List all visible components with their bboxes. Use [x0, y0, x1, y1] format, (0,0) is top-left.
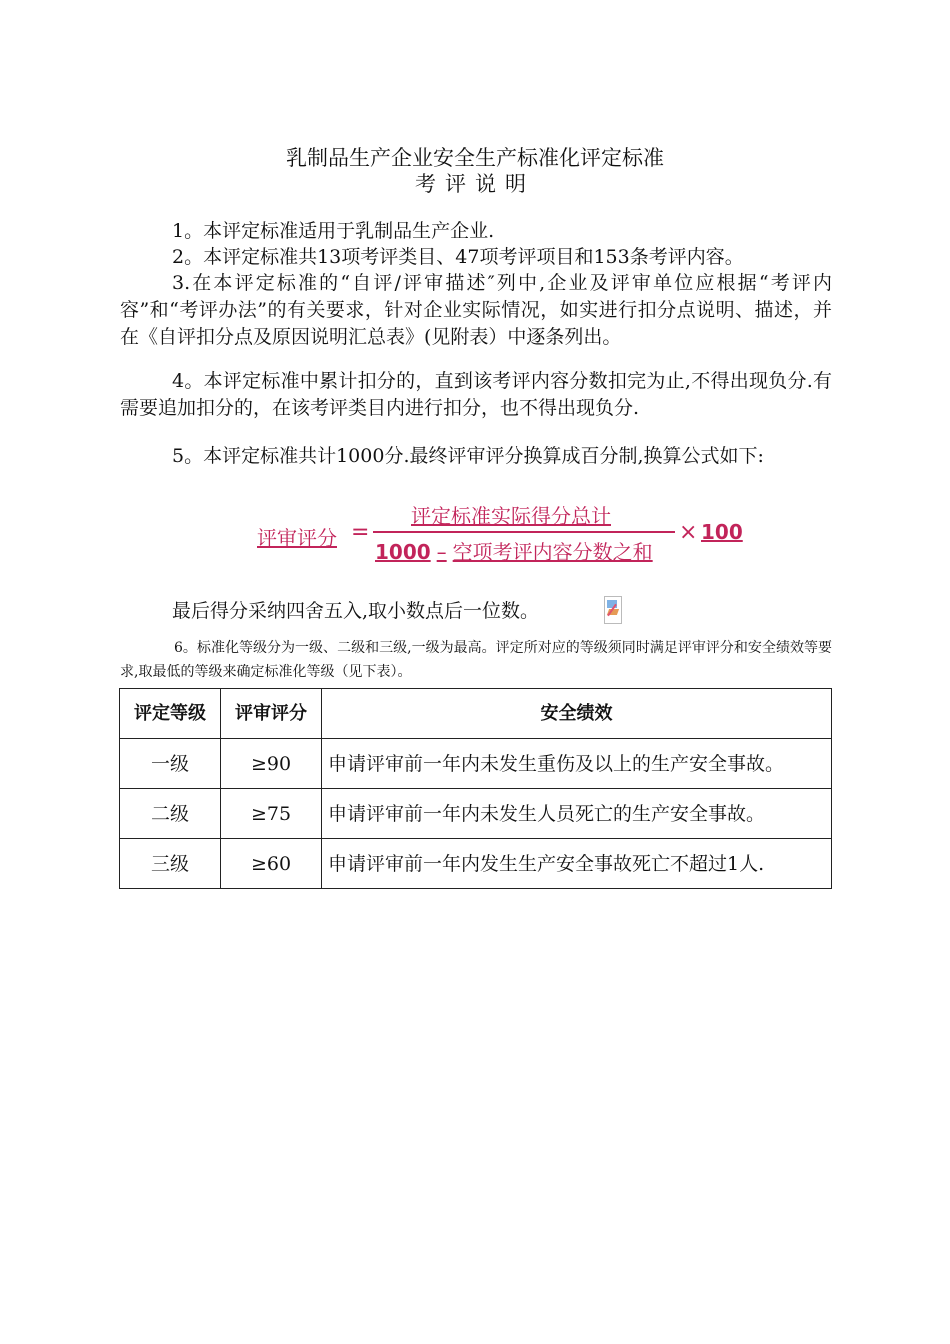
- paragraph-4: 4。本评定标准中累计扣分的，直到该考评内容分数扣完为止,不得出现负分.有需要追加扣分的，在该考评类目内进行扣分，也不得出现负分.: [120, 370, 832, 419]
- grade-table: [119, 688, 832, 889]
- table-row: [120, 839, 832, 889]
- cell-performance: 申请评审前一年内未发生人员死亡的生产安全事故。: [322, 789, 832, 839]
- header-grade: 评定等级: [120, 689, 221, 739]
- paragraph-1: 1。本评定标准适用于乳制品生产企业.: [172, 220, 495, 242]
- cell-grade: 二级: [120, 789, 221, 839]
- cell-score: ≥60: [221, 839, 322, 889]
- formula-lhs: 评审评分: [257, 526, 337, 550]
- header-score: 评审评分: [221, 689, 322, 739]
- table-row: [120, 739, 832, 789]
- document-subtitle: 考评说明: [415, 172, 535, 196]
- image-placeholder-icon: [604, 596, 622, 624]
- header-performance: 安全绩效: [322, 689, 832, 739]
- cell-performance: 申请评审前一年内发生生产安全事故死亡不超过1人.: [322, 839, 832, 889]
- paragraph-5: 5。本评定标准共计1000分.最终评审评分换算成百分制,换算公式如下:: [172, 445, 764, 467]
- cell-performance: 申请评审前一年内未发生重伤及以上的生产安全事故。: [322, 739, 832, 789]
- cell-score: ≥90: [221, 739, 322, 789]
- cell-grade: 三级: [120, 839, 221, 889]
- document-title: 乳制品生产企业安全生产标准化评定标准: [286, 146, 664, 170]
- formula-multiplier: 100: [701, 520, 743, 544]
- table-header-row: [120, 689, 832, 739]
- formula-equals: =: [351, 520, 370, 545]
- cell-grade: 一级: [120, 739, 221, 789]
- formula-denominator-total: 1000: [375, 540, 431, 564]
- paragraph-3: 3.在本评定标准的“自评/评审描述″列中,企业及评审单位应根据“考评内容”和“考评办法”的有关要求，针对企业实际情况，如实进行扣分点说明、描述，并在《自评扣分点及原因说明汇总表》(见附表）中逐条列出。: [120, 272, 832, 348]
- formula-times: ×: [679, 520, 698, 545]
- rounding-note: 最后得分采纳四舍五入,取小数点后一位数。: [172, 600, 540, 622]
- paragraph-2: 2。本评定标准共13项考评类目、47项考评项目和153条考评内容。: [172, 246, 744, 268]
- table-row: [120, 789, 832, 839]
- cell-score: ≥75: [221, 789, 322, 839]
- paragraph-6: 6。标准化等级分为一级、二级和三级,一级为最高。评定所对应的等级须同时满足评审评分和安全绩效等要求,取最低的等级来确定标准化等级（见下表）。: [120, 640, 832, 680]
- formula-minus: –: [436, 540, 447, 564]
- formula-numerator: 评定标准实际得分总计: [411, 504, 611, 528]
- score-formula: [255, 498, 775, 568]
- formula-fraction-bar: [373, 531, 675, 533]
- formula-denominator: [375, 536, 653, 565]
- formula-denominator-empty: 空项考评内容分数之和: [452, 540, 653, 564]
